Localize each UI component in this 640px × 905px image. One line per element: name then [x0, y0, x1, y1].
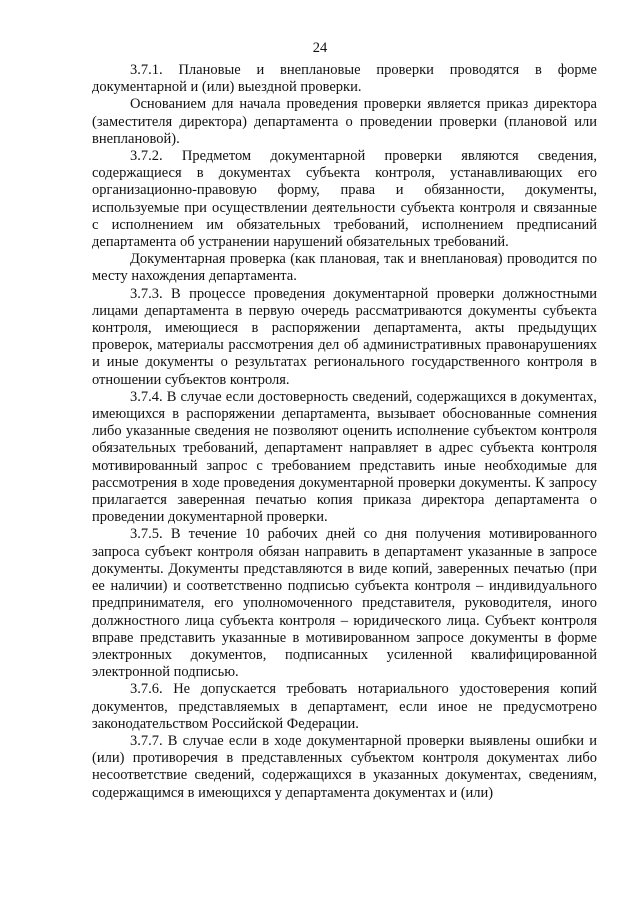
paragraph-3-7-6: 3.7.6. Не допускается требовать нотариального удостоверения копий документов, представляемых в департамент, если иное не предусмотрено законодательством Российской Федерации. — [92, 681, 597, 732]
page-number: 24 — [312, 40, 328, 56]
paragraph-3-7-1: 3.7.1. Плановые и внеплановые проверки проводятся в форме документарной и (или) выездной проверки. — [92, 62, 597, 96]
paragraph-3-7-5: 3.7.5. В течение 10 рабочих дней со дня получения мотивированного запроса субъект контроля обязан направить в департамент указанные в запросе документы. Документы представляются в виде копий, заверенных печатью (при ее наличии) и соответственно подписью субъекта контроля – индивидуального предпринимателя, его уполномоченного представителя, руководителя, иного должностного лица субъекта контроля – юридического лица. Субъект контроля вправе представить указанные в мотивированном запросе документы в форме электронных документов, подписанных усиленной квалифицированной электронной подписью. — [92, 526, 597, 681]
paragraph-3-7-2: 3.7.2. Предметом документарной проверки являются сведения, содержащиеся в документах субъекта контроля, устанавливающих его организационно-правовую форму, права и обязанности, документы, используемые при осуществлении деятельности субъекта контроля и связанные с исполнением им обязательных требований, исполнением предписаний департамента об устранении нарушений обязательных требований. — [92, 148, 597, 251]
paragraph-3-7-4: 3.7.4. В случае если достоверность сведений, содержащихся в документах, имеющихся в распоряжении департамента, вызывает обоснованные сомнения либо указанные сведения не позволяют оценить исполнение субъектом контроля обязательных требований, департамент направляет в адрес субъекта контроля мотивированный запрос с требованием представить иные необходимые для рассмотрения в ходе проведения документарной проверки документы. К запросу прилагается заверенная печатью копия приказа директора департамента о проведении документарной проверки. — [92, 388, 597, 526]
paragraph-3-7-7: 3.7.7. В случае если в ходе документарной проверки выявлены ошибки и (или) противоречия в представленных субъектом контроля документах либо несоответствие сведений, содержащихся в указанных документах, сведениям, содержащимся в имеющихся у департамента документах и (или) — [92, 732, 597, 801]
paragraph-inspection-location: Документарная проверка (как плановая, так и внеплановая) проводится по месту нахождения департамента. — [92, 251, 597, 285]
document-body — [92, 62, 597, 802]
paragraph-3-7-3: 3.7.3. В процессе проведения документарной проверки должностными лицами департамента в первую очередь рассматриваются документы субъекта контроля, имеющиеся в распоряжении департамента, акты предыдущих проверок, материалы рассмотрения дел об административных правонарушениях и иные документы о результатах регионального государственного контроля в отношении субъектов контроля. — [92, 285, 597, 388]
paragraph-grounds-for-inspection: Основанием для начала проведения проверки является приказ директора (заместителя директора) департамента о проведении проверки (плановой или внеплановой). — [92, 96, 597, 147]
